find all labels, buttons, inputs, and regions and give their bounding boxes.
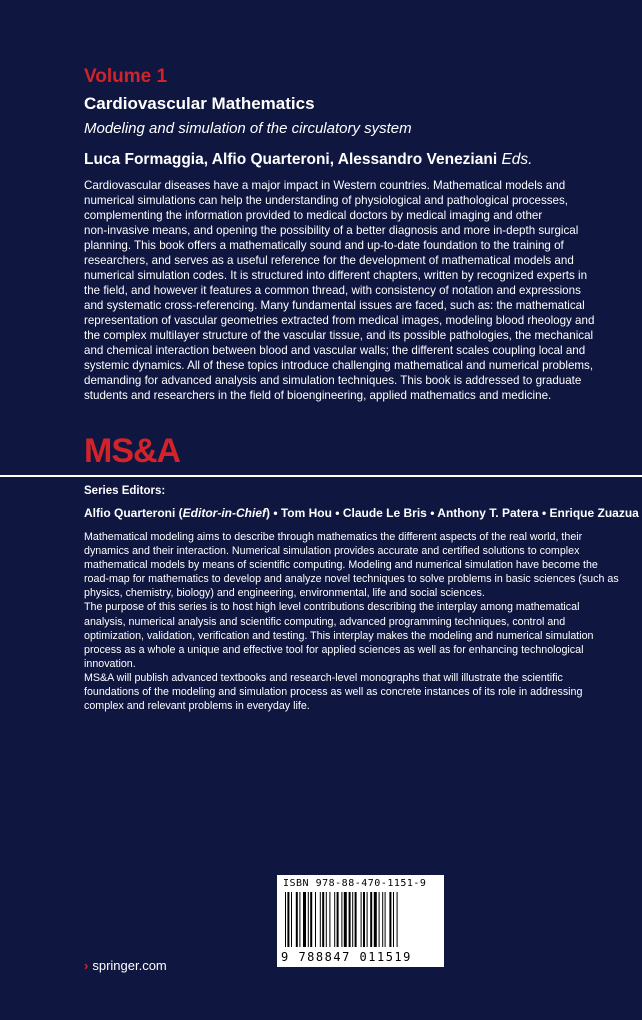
series-editors-label: Series Editors: (84, 485, 166, 497)
barcode-number: 9 788847 011519 (281, 950, 412, 964)
barcode-bars-icon (285, 892, 436, 947)
book-authors (84, 151, 532, 169)
book-subtitle: Modeling and simulation of the circulatory system (84, 120, 412, 137)
chevron-right-icon: › (84, 958, 89, 973)
editors-suffix: Eds. (501, 151, 533, 168)
other-editors: ) • Tom Hou • Claude Le Bris • Anthony T. Patera • Enrique Zuazua (266, 506, 639, 520)
publisher-url: springer.com (92, 958, 167, 973)
barcode (277, 875, 444, 967)
publisher-link[interactable] (84, 958, 167, 973)
series-editors-list (84, 506, 639, 520)
book-description: Cardiovascular diseases have a major impact in Western countries. Mathematical models and numerical simulations can help the understanding of physiological and pathological processes, complementing the information provided to medical doctors by medical imaging and other non-invasive means, and opening the possibility of a better diagnosis and more in-depth surgical planning. This book offers a mathematically sound and up-to-date foundation to the training of researchers, and serves as a useful reference for the development of mathematical models and numerical simulation codes. It is structured into different chapters, written by recognized experts in the field, and however it features a common thread, with consistency of notation and expressions and systematic cross-referencing. Many fundamental issues are faced, such as: the mathematical representation of vascular geometries extracted from medical images, modeling blood rheology and the complex multilayer structure of the vascular tissue, and its possible pathologies, the mechanical and chemical interaction between blood and vascular walls; the different scales coupling local and systemic dynamics. All of these topics introduce challenging mathematical and numerical problems, demanding for advanced analysis and simulation techniques. This book is addressed to graduate students and researchers in the field of bioengineering, applied mathematics and medicine. (84, 179, 595, 402)
editor-chief-role: Editor-in-Chief (182, 506, 266, 520)
volume-number: Volume 1 (84, 66, 168, 87)
series-logo: MS&A (84, 432, 181, 470)
isbn-text: ISBN 978-88-470-1151-9 (283, 878, 427, 889)
book-title: Cardiovascular Mathematics (84, 94, 315, 113)
author-names: Luca Formaggia, Alfio Quarteroni, Alessandro Veneziani (84, 151, 498, 168)
series-description: Mathematical modeling aims to describe through mathematics the different aspects of the real world, their dynamics and their interaction. Numerical simulation provides accurate and certified solutions to complex mathematical models by means of scientific computing. Modeling and numerical simulation have become the road-map for mathematics to develop and analyze novel techniques to solve problems in basic sciences (such as physics, chemistry, biology) and engineering, environmental, life and social sciences. The purpose of this series is to host high level contributions describing the interplay among mathematical analysis, numerical analysis and scientific computing, advanced programming techniques, control and optimization, validation, verification and testing. This interplay makes the modeling and numerical simulation process as a whole a unique and effective tool for applied sciences as well as for enhancing technological innovation. MS&A will publish advanced textbooks and research-level monographs that will illustrate the scientific foundations of the modeling and simulation process as well as concrete instances of its role in addressing complex and relevant problems in everyday life. (84, 531, 619, 713)
divider-line (0, 475, 642, 477)
editor-chief-name: Alfio Quarteroni ( (84, 506, 183, 520)
